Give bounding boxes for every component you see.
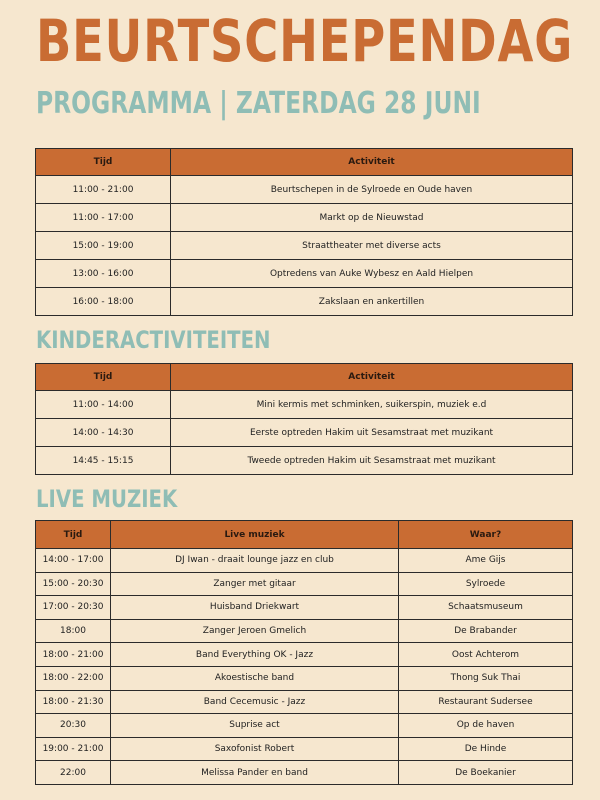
section-heading-kinderactiviteiten: KINDERACTIVITEITEN <box>36 326 271 354</box>
cell-tijd: 18:00 - 21:30 <box>36 690 111 714</box>
cell-tijd: 11:00 - 17:00 <box>36 204 171 232</box>
cell-tijd: 18:00 - 21:00 <box>36 643 111 667</box>
cell-activiteit: Optredens van Auke Wybesz en Aald Hielpen <box>171 260 573 288</box>
cell-live-muziek: Saxofonist Robert <box>111 737 399 761</box>
table-row <box>36 232 573 260</box>
column-header-live-muziek: Live muziek <box>111 521 399 549</box>
table-row <box>36 572 573 596</box>
column-header-activiteit: Activiteit <box>171 149 573 176</box>
cell-activiteit: Markt op de Nieuwstad <box>171 204 573 232</box>
column-header-activiteit: Activiteit <box>171 364 573 391</box>
cell-waar: De Hinde <box>399 737 573 761</box>
table-header-row <box>36 521 573 549</box>
cell-tijd: 22:00 <box>36 761 111 785</box>
cell-tijd: 13:00 - 16:00 <box>36 260 171 288</box>
cell-activiteit: Eerste optreden Hakim uit Sesamstraat met muzikant <box>171 419 573 447</box>
cell-waar: De Brabander <box>399 619 573 643</box>
cell-live-muziek: Zanger met gitaar <box>111 572 399 596</box>
cell-live-muziek: Melissa Pander en band <box>111 761 399 785</box>
table-row <box>36 176 573 204</box>
cell-tijd: 20:30 <box>36 714 111 738</box>
column-header-waar: Waar? <box>399 521 573 549</box>
cell-tijd: 15:00 - 19:00 <box>36 232 171 260</box>
cell-tijd: 14:45 - 15:15 <box>36 447 171 475</box>
column-header-tijd: Tijd <box>36 521 111 549</box>
section-heading-live-muziek: LIVE MUZIEK <box>36 485 178 513</box>
table-header-row <box>36 364 573 391</box>
table-row <box>36 737 573 761</box>
cell-activiteit: Tweede optreden Hakim uit Sesamstraat met muzikant <box>171 447 573 475</box>
live-muziek-table <box>35 520 573 785</box>
table-header-row <box>36 149 573 176</box>
cell-waar: Oost Achterom <box>399 643 573 667</box>
table-row <box>36 619 573 643</box>
cell-waar: Sylroede <box>399 572 573 596</box>
cell-tijd: 14:00 - 17:00 <box>36 549 111 573</box>
cell-waar: Restaurant Sudersee <box>399 690 573 714</box>
column-header-tijd: Tijd <box>36 364 171 391</box>
table-row <box>36 447 573 475</box>
cell-activiteit: Straattheater met diverse acts <box>171 232 573 260</box>
table-row <box>36 596 573 620</box>
programma-table <box>35 148 573 316</box>
table-row <box>36 714 573 738</box>
column-header-tijd: Tijd <box>36 149 171 176</box>
table-row <box>36 260 573 288</box>
cell-waar: Op de haven <box>399 714 573 738</box>
table-row <box>36 666 573 690</box>
table-row <box>36 391 573 419</box>
cell-live-muziek: Band Cecemusic - Jazz <box>111 690 399 714</box>
cell-tijd: 19:00 - 21:00 <box>36 737 111 761</box>
cell-waar: Ame Gijs <box>399 549 573 573</box>
cell-tijd: 11:00 - 14:00 <box>36 391 171 419</box>
table-row <box>36 288 573 316</box>
cell-waar: Schaatsmuseum <box>399 596 573 620</box>
table-row <box>36 419 573 447</box>
cell-tijd: 18:00 <box>36 619 111 643</box>
kinderactiviteiten-table <box>35 363 573 475</box>
cell-live-muziek: Huisband Driekwart <box>111 596 399 620</box>
table-row <box>36 690 573 714</box>
cell-activiteit: Zakslaan en ankertillen <box>171 288 573 316</box>
cell-live-muziek: Suprise act <box>111 714 399 738</box>
cell-activiteit: Beurtschepen in de Sylroede en Oude haven <box>171 176 573 204</box>
cell-tijd: 14:00 - 14:30 <box>36 419 171 447</box>
cell-live-muziek: Akoestische band <box>111 666 399 690</box>
cell-tijd: 16:00 - 18:00 <box>36 288 171 316</box>
cell-activiteit: Mini kermis met schminken, suikerspin, muziek e.d <box>171 391 573 419</box>
cell-live-muziek: DJ Iwan - draait lounge jazz en club <box>111 549 399 573</box>
cell-live-muziek: Zanger Jeroen Gmelich <box>111 619 399 643</box>
page-subtitle: PROGRAMMA | ZATERDAG 28 JUNI <box>36 86 481 121</box>
cell-tijd: 18:00 - 22:00 <box>36 666 111 690</box>
table-row <box>36 761 573 785</box>
table-row <box>36 643 573 667</box>
cell-tijd: 17:00 - 20:30 <box>36 596 111 620</box>
table-row <box>36 204 573 232</box>
page-title: BEURTSCHEPENDAG <box>36 7 574 75</box>
cell-waar: Thong Suk Thai <box>399 666 573 690</box>
cell-tijd: 11:00 - 21:00 <box>36 176 171 204</box>
cell-waar: De Boekanier <box>399 761 573 785</box>
cell-tijd: 15:00 - 20:30 <box>36 572 111 596</box>
table-row <box>36 549 573 573</box>
cell-live-muziek: Band Everything OK - Jazz <box>111 643 399 667</box>
